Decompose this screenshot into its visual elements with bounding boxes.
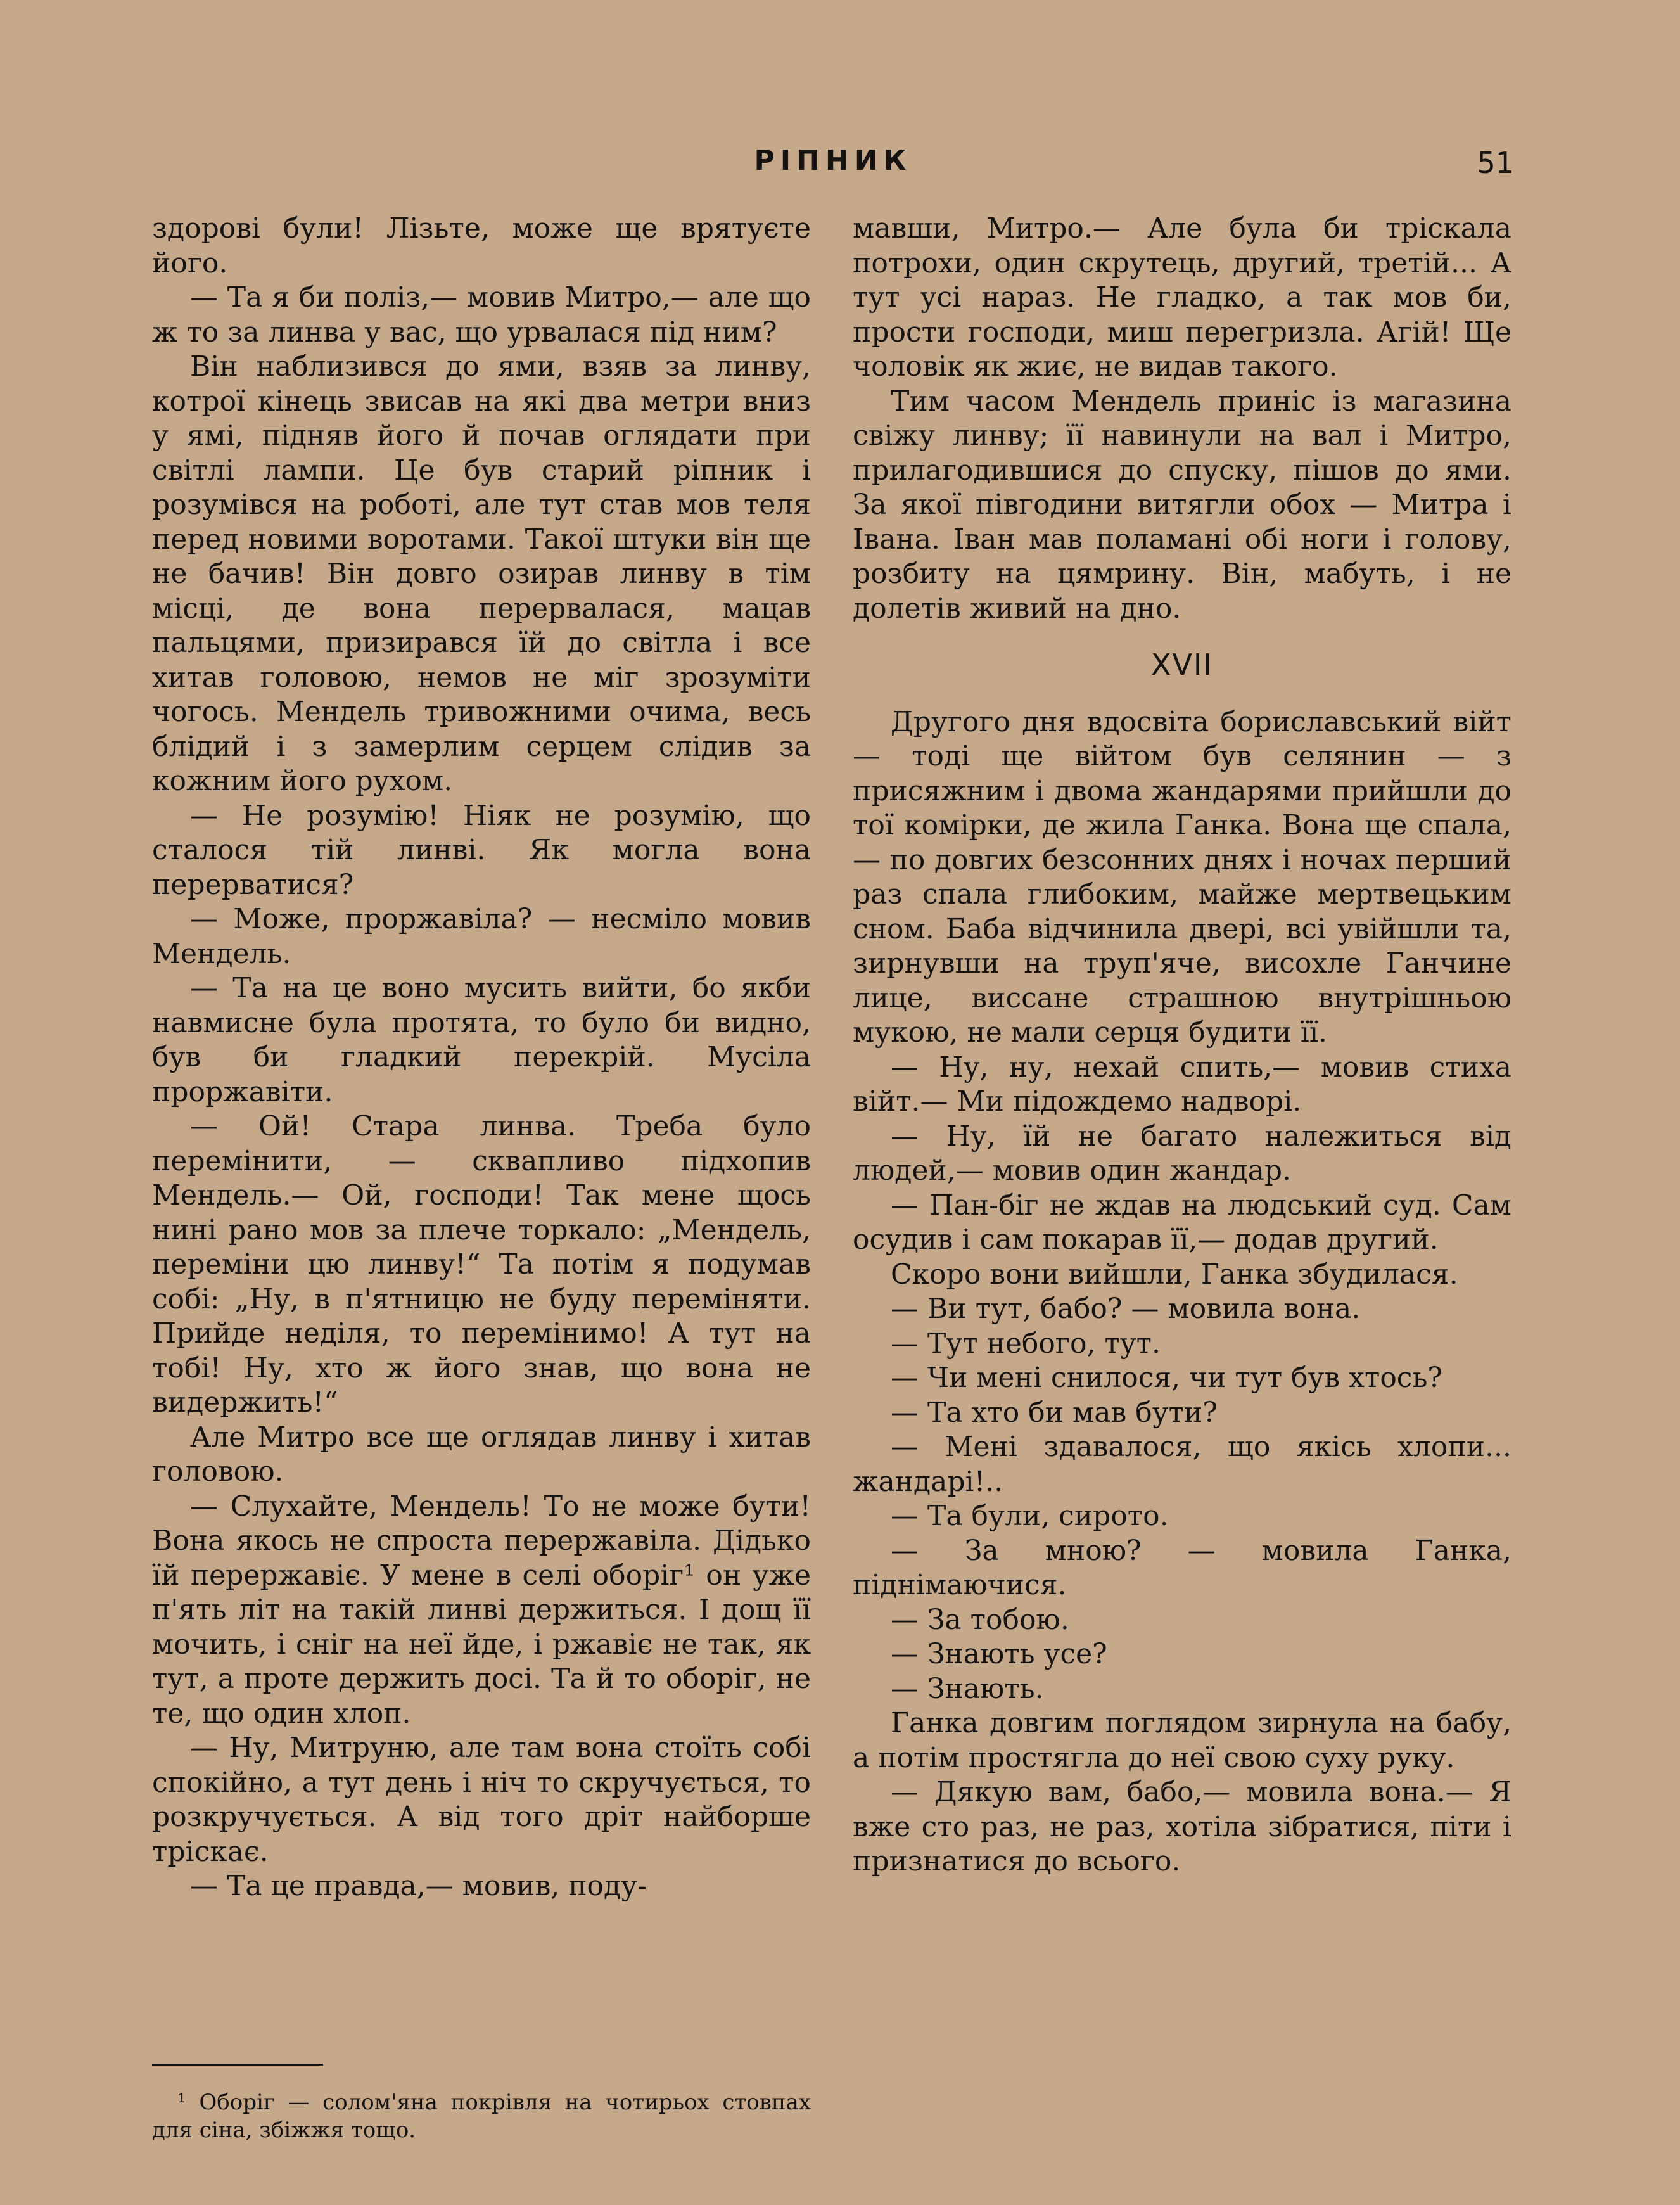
paragraph: — Дякую вам, бабо,— мовила вона.— Я вже сто раз, не раз, хотіла зібратися, піти і признатися до всього. <box>853 1776 1511 1877</box>
paragraph: — За тобою. <box>891 1603 1069 1636</box>
paragraph: — Та на це воно мусить вийти, бо якби навмисне була протята, то було би видно, був би гладкий перекрій. Мусіла проржавіти. <box>152 972 811 1108</box>
running-title: РІПНИК <box>754 144 912 177</box>
chapter-heading: XVII <box>1150 648 1214 682</box>
right-column-top-text <box>853 212 1511 626</box>
paragraph: — Ой! Стара линва. Треба було перемінити, — сквапливо підхопив Мендель.— Ой, господи! Так мене щось нині рано мов за плече торкало: „Мендель, переміни цю линву!“ Та потім я подумав собі: „Ну, в п'ятницю не буду переміняти. Прийде неділя, то перемінимо! А тут на тобі! Ну, хто ж його знав, що вона не видержить!“ <box>152 1110 811 1419</box>
paragraph: — Пан-біг не ждав на людський суд. Сам осудив і сам покарав її,— додав другий. <box>853 1189 1511 1256</box>
paragraph: — За мною? — мовила Ганка, піднімаючися. <box>853 1534 1511 1601</box>
paragraph: — Та хто би мав бути? <box>891 1396 1218 1429</box>
right-column-bottom-text <box>853 705 1511 1879</box>
paragraph: — Ну, ну, нехай спить,— мовив стиха війт.— Ми підождемо надворі. <box>853 1051 1511 1118</box>
paragraph: — Та це правда,— мовив, поду- <box>190 1870 647 1902</box>
paragraph: Він наблизився до ями, взяв за линву, котрої кінець звисав на які два метри вниз у ямі, підняв його й почав оглядати при світлі лампи. Це був старий ріпник і розумівся на роботі, але тут став мов теля перед новими воротами. Такої штуки він ще не бачив! Він довго озирав линву в тім місці, де вона перервалася, мацав пальцями, призирався їй до світла і все хитав головою, немов не міг зрозуміти чогось. Мендель тривожними очима, весь блідий і з замерлим серцем слідив за кожним його рухом. <box>152 350 811 797</box>
paragraph: — Не розумію! Ніяк не розумію, що сталося тій линві. Як могла вона перерватися? <box>152 799 811 901</box>
paragraph: — Ну, їй не багато належиться від людей,— мовив один жандар. <box>853 1120 1511 1187</box>
right-text-column <box>853 212 1511 1879</box>
paragraph: — Мені здавалося, що якісь хлопи... жандарі!.. <box>853 1431 1511 1498</box>
page-number: 51 <box>1477 146 1514 180</box>
left-text-column <box>152 212 811 1904</box>
paragraph: Але Митро все ще оглядав линву і хитав головою. <box>152 1421 811 1488</box>
footnote-divider <box>152 2064 323 2066</box>
paragraph: — Чи мені снилося, чи тут був хтось? <box>891 1362 1442 1394</box>
paragraph: — Може, проржавіла? — несміло мовив Мендель. <box>152 903 811 970</box>
paragraph: — Ну, Митруню, але там вона стоїть собі спокійно, а тут день і ніч то скручується, то розкручується. А від того дріт найборше тріскає. <box>152 1732 811 1868</box>
paragraph: Скоро вони вийшли, Ганка збудилася. <box>891 1258 1458 1291</box>
paragraph: — Тут небого, тут. <box>891 1327 1161 1360</box>
footnote: ¹ Оборіг — солом'яна покрівля на чотирьох стовпах для сіна, збіжжя тощо. <box>152 2090 811 2143</box>
paragraph: — Знають. <box>891 1672 1044 1705</box>
paragraph: Тим часом Мендель приніс із магазина свіжу линву; її навинули на вал і Митро, прилагодившися до спуску, пішов до ями. За якої півгодини витягли обох — Митра і Івана. Іван мав поламані обі ноги і голову, розбиту на цямрину. Він, мабуть, і не долетів живий на дно. <box>853 385 1511 625</box>
paragraph: — Та були, сирото. <box>891 1500 1169 1532</box>
paragraph: — Слухайте, Мендель! То не може бути! Вона якось не спроста перержавіла. Дідько їй перержавіє. У мене в селі оборіг¹ он уже п'ять літ на такій линві держиться. І дощ її мочить, і сніг на неї йде, і ржавіє не так, як тут, а проте держить досі. Та й то оборіг, не те, що один хлоп. <box>152 1490 811 1730</box>
paragraph: здорові були! Лізьте, може ще врятуєте його. <box>152 212 811 279</box>
paragraph: Другого дня вдосвіта бориславський війт — тоді ще війтом був селянин — з присяжним і двома жандарями прийшли до тої комірки, де жила Ганка. Вона ще спала,— по довгих безсонних днях і ночах перший раз спала глибоким, майже мертвецьким сном. Баба відчинила двері, всі увійшли та, зирнувши на труп'яче, висохле Ганчине лице, виссане страшною внутрішньою мукою, не мали серця будити її. <box>853 705 1511 1049</box>
paragraph: — Знають усе? <box>891 1638 1107 1670</box>
paragraph: мавши, Митро.— Але була би тріскала потрохи, один скрутець, другий, третій... А тут усі нараз. Не гладко, а так мов би, прости господи, миш перегризла. Агій! Ще чоловік як жиє, не видав такого. <box>853 212 1511 383</box>
page-header <box>152 144 1514 182</box>
paragraph: — Та я би поліз,— мовив Митро,— але що ж то за линва у вас, що урвалася під ним? <box>152 281 811 348</box>
paragraph: — Ви тут, бабо? — мовила вона. <box>891 1293 1361 1325</box>
paragraph: Ганка довгим поглядом зирнула на бабу, а потім простягла до неї свою суху руку. <box>853 1707 1511 1774</box>
